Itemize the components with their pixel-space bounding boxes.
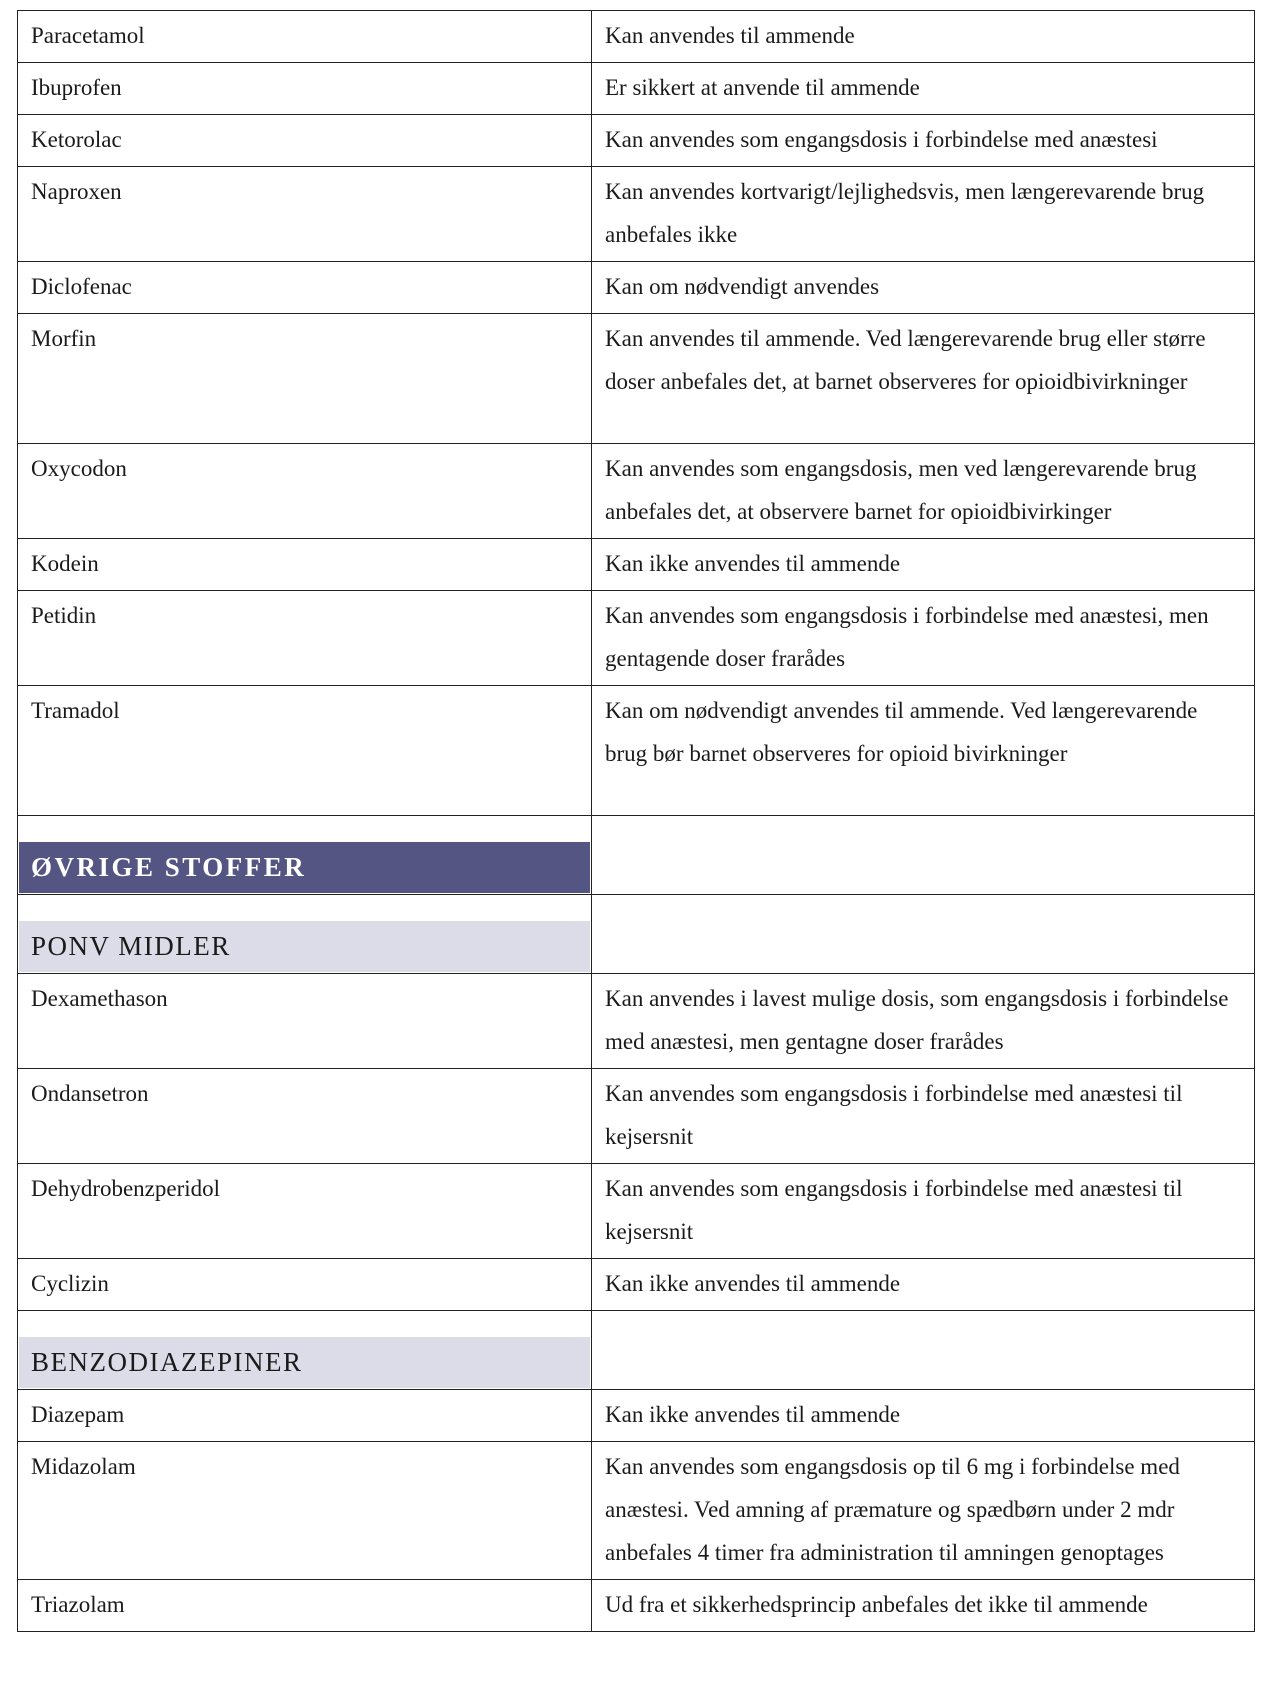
- drug-note: Kan ikke anvendes til ammende: [592, 1259, 1255, 1311]
- empty-cell: [592, 816, 1255, 895]
- drug-note: Er sikkert at anvende til ammende: [592, 63, 1255, 115]
- drug-note: Kan anvendes som engangsdosis i forbindelse med anæstesi, men gentagende doser frarådes: [592, 591, 1255, 686]
- table-row: [18, 1164, 1255, 1259]
- table-row: [18, 1580, 1255, 1632]
- section-row: [18, 816, 1255, 895]
- drug-note: Kan anvendes som engangsdosis, men ved længerevarende brug anbefales det, at observere barnet for opioidbivirkinger: [592, 444, 1255, 539]
- subsection-row: [18, 1311, 1255, 1390]
- table-row: [18, 1259, 1255, 1311]
- drug-name: Ibuprofen: [18, 63, 592, 115]
- drug-note: Kan anvendes til ammende: [592, 11, 1255, 63]
- drug-note: Kan anvendes som engangsdosis i forbindelse med anæstesi til kejsersnit: [592, 1164, 1255, 1259]
- table-row: [18, 11, 1255, 63]
- subsection-row: [18, 895, 1255, 974]
- drug-note: Kan anvendes som engangsdosis i forbindelse med anæstesi til kejsersnit: [592, 1069, 1255, 1164]
- table-row: [18, 539, 1255, 591]
- table-row: [18, 1390, 1255, 1442]
- drug-note: Kan om nødvendigt anvendes til ammende. Ved længerevarende brug bør barnet observeres for opioid bivirkninger: [592, 686, 1255, 816]
- drug-note: Kan ikke anvendes til ammende: [592, 539, 1255, 591]
- drug-name: Dexamethason: [18, 974, 592, 1069]
- drug-note: Ud fra et sikkerhedsprincip anbefales det ikke til ammende: [592, 1580, 1255, 1632]
- drug-name: Paracetamol: [18, 11, 592, 63]
- table-row: [18, 167, 1255, 262]
- empty-cell: [592, 895, 1255, 974]
- drug-note: Kan anvendes som engangsdosis op til 6 mg i forbindelse med anæstesi. Ved amning af præmature og spædbørn under 2 mdr anbefales 4 timer fra administration til amningen genoptages: [592, 1442, 1255, 1580]
- subsection-heading-ponv: PONV MIDLER: [19, 921, 590, 972]
- empty-cell: [592, 1311, 1255, 1390]
- drug-name: Morfin: [18, 314, 592, 444]
- drug-name: Diclofenac: [18, 262, 592, 314]
- subsection-heading-benzo: BENZODIAZEPINER: [19, 1337, 590, 1388]
- drug-name: Ondansetron: [18, 1069, 592, 1164]
- drug-name: Petidin: [18, 591, 592, 686]
- subsection-cell: [18, 895, 592, 974]
- drug-note: Kan om nødvendigt anvendes: [592, 262, 1255, 314]
- drug-name: Cyclizin: [18, 1259, 592, 1311]
- table-row: [18, 591, 1255, 686]
- drug-note: Kan anvendes i lavest mulige dosis, som engangsdosis i forbindelse med anæstesi, men gentagne doser frarådes: [592, 974, 1255, 1069]
- drug-name: Naproxen: [18, 167, 592, 262]
- table-row: [18, 974, 1255, 1069]
- drug-name: Midazolam: [18, 1442, 592, 1580]
- table-row: [18, 314, 1255, 444]
- drug-name: Triazolam: [18, 1580, 592, 1632]
- drug-name: Dehydrobenzperidol: [18, 1164, 592, 1259]
- drug-name: Ketorolac: [18, 115, 592, 167]
- drug-name: Kodein: [18, 539, 592, 591]
- table-row: [18, 262, 1255, 314]
- table-row: [18, 63, 1255, 115]
- drug-name: Oxycodon: [18, 444, 592, 539]
- drug-name: Diazepam: [18, 1390, 592, 1442]
- subsection-cell: [18, 1311, 592, 1390]
- table-row: [18, 444, 1255, 539]
- drug-lactation-table: [17, 10, 1255, 1632]
- drug-note: Kan anvendes til ammende. Ved længerevarende brug eller større doser anbefales det, at barnet observeres for opioidbivirkninger: [592, 314, 1255, 444]
- table-row: [18, 1442, 1255, 1580]
- drug-name: Tramadol: [18, 686, 592, 816]
- drug-note: Kan ikke anvendes til ammende: [592, 1390, 1255, 1442]
- section-cell: [18, 816, 592, 895]
- drug-note: Kan anvendes kortvarigt/lejlighedsvis, men længerevarende brug anbefales ikke: [592, 167, 1255, 262]
- table-row: [18, 686, 1255, 816]
- drug-note: Kan anvendes som engangsdosis i forbindelse med anæstesi: [592, 115, 1255, 167]
- table-row: [18, 1069, 1255, 1164]
- table-row: [18, 115, 1255, 167]
- section-heading-ovrige: ØVRIGE STOFFER: [19, 842, 590, 893]
